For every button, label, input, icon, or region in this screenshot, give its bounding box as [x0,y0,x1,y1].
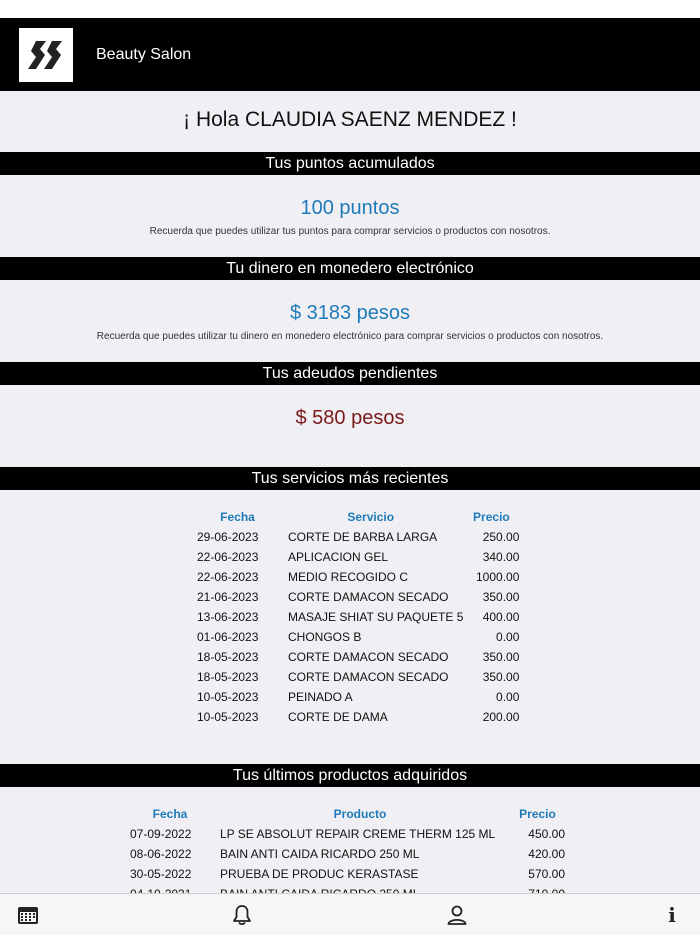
services-col-service: Servicio [347,510,395,524]
cell-price: 340.00 [482,550,520,564]
products-col-date: Fecha [152,807,188,821]
service-row [197,587,519,607]
product-row [130,864,565,884]
profile-icon[interactable] [445,903,469,927]
cell-price: 0.00 [496,690,520,704]
cell-name: CHONGOS B [288,630,362,644]
cell-date: 30-05-2022 [130,867,192,881]
cell-name: PEINADO A [288,690,353,704]
services-heading: Tus servicios más recientes [0,467,700,490]
cell-name: APLICACION GEL [288,550,389,564]
products-col-price: Precio [519,807,556,821]
cell-price: 0.00 [496,630,520,644]
cell-date: 22-06-2023 [197,570,259,584]
points-heading: Tus puntos acumulados [0,152,700,175]
service-row [197,647,519,667]
cell-date: 29-06-2023 [197,530,259,544]
salon-logo-icon [19,28,73,82]
service-row [197,607,519,627]
debts-heading: Tus adeudos pendientes [0,362,700,385]
cell-name: MASAJE SHIAT SU PAQUETE 5 [288,610,464,624]
products-heading: Tus últimos productos adquiridos [0,764,700,787]
cell-price: 420.00 [528,847,565,861]
bottom-tab-bar [0,893,700,935]
cell-date: 10-05-2023 [197,710,259,724]
cell-name: MEDIO RECOGIDO C [288,570,409,584]
wallet-note: Recuerda que puedes utilizar tu dinero en monedero electrónico para comprar servicios o productos con nosotros. [96,331,604,342]
wallet-value: $ 3183 pesos [289,302,411,324]
status-bar [0,0,700,18]
app-header [0,18,700,91]
cell-name: BAIN ANTI CAIDA RICARDO 250 ML [220,847,420,861]
cell-price: 200.00 [482,710,520,724]
cell-price: 450.00 [528,827,565,841]
product-row [130,824,565,844]
cell-price: 1000.00 [476,570,520,584]
cell-price: 570.00 [528,867,565,881]
cell-date: 21-06-2023 [197,590,259,604]
points-note: Recuerda que puedes utilizar tus puntos para comprar servicios o productos con nosotros. [149,226,551,237]
cell-price: 250.00 [482,530,520,544]
cell-name: CORTE DAMACON SECADO [288,670,449,684]
cell-date: 18-05-2023 [197,670,259,684]
bell-icon[interactable] [230,903,254,927]
cell-date: 07-09-2022 [130,827,192,841]
points-value: 100 puntos [300,197,400,219]
products-table [130,804,565,904]
service-row [197,627,519,647]
cell-name: CORTE DAMACON SECADO [288,650,449,664]
service-row [197,687,519,707]
services-col-price: Precio [473,510,510,524]
service-row [197,707,519,727]
service-row [197,547,519,567]
calendar-icon[interactable] [16,903,40,927]
cell-date: 22-06-2023 [197,550,259,564]
product-row [130,844,565,864]
cell-date: 13-06-2023 [197,610,259,624]
cell-date: 01-06-2023 [197,630,259,644]
cell-name: CORTE DE BARBA LARGA [288,530,438,544]
wallet-heading: Tu dinero en monedero electrónico [0,257,700,280]
services-col-date: Fecha [220,510,255,524]
cell-name: PRUEBA DE PRODUC KERASTASE [220,867,419,881]
services-header-row [197,507,519,527]
service-row [197,667,519,687]
cell-price: 350.00 [482,650,520,664]
info-icon[interactable]: i [668,903,676,927]
service-row [197,567,519,587]
cell-name: CORTE DE DAMA [288,710,388,724]
products-col-product: Producto [333,807,387,821]
cell-date: 08-06-2022 [130,847,192,861]
debts-value: $ 580 pesos [295,407,405,429]
cell-name: CORTE DAMACON SECADO [288,590,449,604]
service-row [197,527,519,547]
greeting: ¡ Hola CLAUDIA SAENZ MENDEZ ! [183,108,517,131]
cell-price: 350.00 [482,670,520,684]
cell-price: 400.00 [482,610,520,624]
cell-date: 18-05-2023 [197,650,259,664]
cell-price: 350.00 [482,590,520,604]
cell-name: LP SE ABSOLUT REPAIR CREME THERM 125 ML [220,827,496,841]
cell-date: 10-05-2023 [197,690,259,704]
services-table [197,507,519,727]
main-content[interactable] [0,91,700,893]
app-title: Beauty Salon [96,45,192,63]
products-header-row [130,804,565,824]
